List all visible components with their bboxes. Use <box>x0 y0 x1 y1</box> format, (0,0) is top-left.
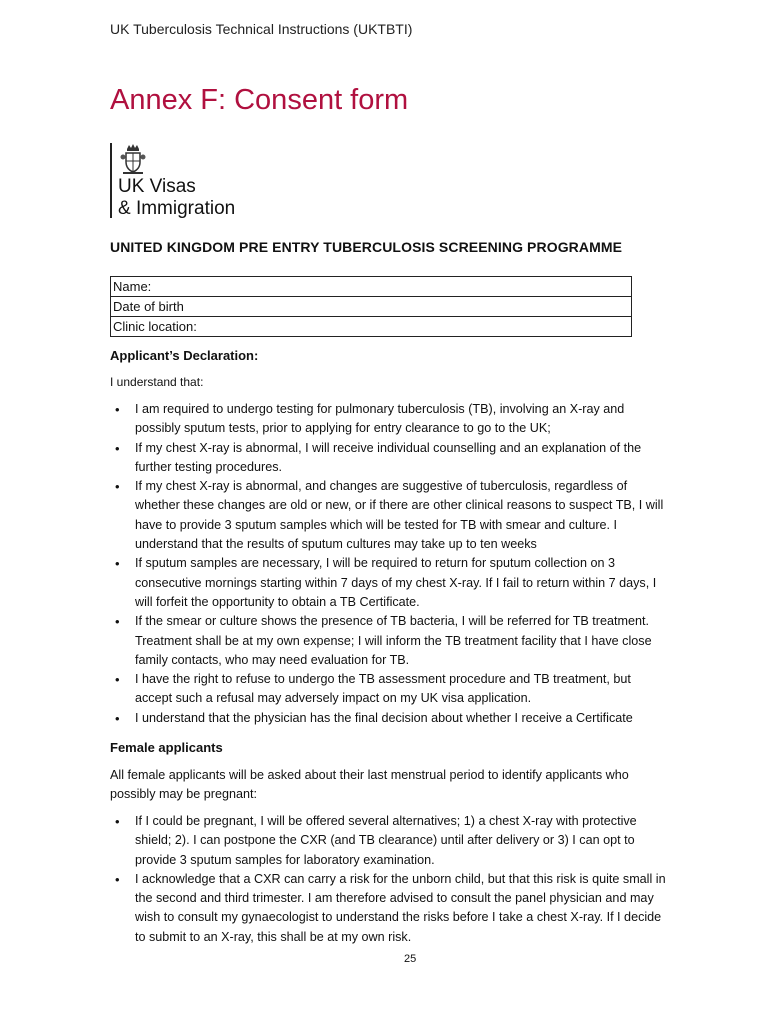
list-item: • I am required to undergo testing for pulmonary tuberculosis (TB), involving an X-ray and possibly sputum tests, prior to applying for entry clearance to go to the UK; <box>115 402 625 436</box>
bullet-icon: • <box>115 479 120 495</box>
list-item: • I have the right to refuse to undergo the TB assessment procedure and TB treatment, but accept such a refusal may adversely impact on my UK visa application. <box>115 672 631 706</box>
declaration-heading: Applicant’s Declaration: <box>110 348 259 363</box>
female-applicants-intro: All female applicants will be asked about their last menstrual period to identify applicants who possibly may be pregnant: <box>110 768 629 802</box>
list-item: • I acknowledge that a CXR can carry a risk for the unborn child, but that this risk is quite small in the second and third trimester. I am therefore advised to consult the panel physician and may wish to consult my gynaecologist to understand the risks before I take a chest X-ray. If I decide to submit to an X-ray, this shall be at my own risk. <box>115 871 666 944</box>
dob-field[interactable]: Date of birth <box>111 297 632 317</box>
logo-text-line1: UK Visas <box>118 176 196 197</box>
programme-title: UNITED KINGDOM PRE ENTRY TUBERCULOSIS SCREENING PROGRAMME <box>110 239 623 255</box>
bullet-icon: • <box>115 614 120 630</box>
list-item: • If sputum samples are necessary, I will be required to return for sputum collection on 3 consecutive mornings starting within 7 days of my chest X-ray. If I fail to return within 7 days, I will forfeit the opportunity to obtain a TB Certificate. <box>115 556 657 609</box>
bullet-icon: • <box>115 814 120 829</box>
royal-crest-icon <box>118 143 148 175</box>
bullet-icon: • <box>115 402 120 417</box>
bullet-icon: • <box>115 871 120 887</box>
declaration-intro: I understand that: <box>110 375 204 389</box>
document-header: UK Tuberculosis Technical Instructions (UKTBTI) <box>110 21 413 37</box>
bullet-icon: • <box>115 556 120 572</box>
page-number: 25 <box>404 953 417 965</box>
list-item: • If the smear or culture shows the presence of TB bacteria, I will be referred for TB treatment. Treatment shall be at my own expense; I will inform the TB treatment facility that I have close family contacts, who may need evaluation for TB. <box>115 614 652 667</box>
name-field[interactable]: Name: <box>111 277 632 297</box>
list-item: • I understand that the physician has the final decision about whether I receive a Certificate <box>110 709 670 728</box>
clinic-location-field[interactable]: Clinic location: <box>111 317 632 337</box>
list-item: • If I could be pregnant, I will be offered several alternatives; 1) a chest X-ray with protective shield; 2). I can postpone the CXR (and TB clearance) until after delivery or 3) I can opt to provide 3 sputum samples for laboratory examination. <box>115 814 637 867</box>
logo-text-line2: & Immigration <box>118 198 236 219</box>
female-applicants-heading: Female applicants <box>110 740 223 755</box>
list-item: • If my chest X-ray is abnormal, I will receive individual counselling and an explanation of the further testing procedures. <box>115 440 642 474</box>
bullet-icon: • <box>115 440 120 456</box>
bullet-icon: • <box>115 710 120 726</box>
declaration-list <box>110 400 670 728</box>
applicant-info-table <box>110 276 632 337</box>
list-item: • If my chest X-ray is abnormal, and changes are suggestive of tuberculosis, regardless of whether these changes are old or new, or if there are other clinical reasons to suspect TB, I will have to provide 3 sputum samples which will be tested for TB with smear and culture. I understand that the results of sputum cultures may take up to ten weeks <box>115 479 664 552</box>
bullet-icon: • <box>115 672 120 688</box>
female-applicants-list <box>110 812 670 947</box>
page-title: Annex F: Consent form <box>110 84 409 116</box>
uk-visas-logo <box>110 143 280 223</box>
logo-divider <box>110 143 112 218</box>
